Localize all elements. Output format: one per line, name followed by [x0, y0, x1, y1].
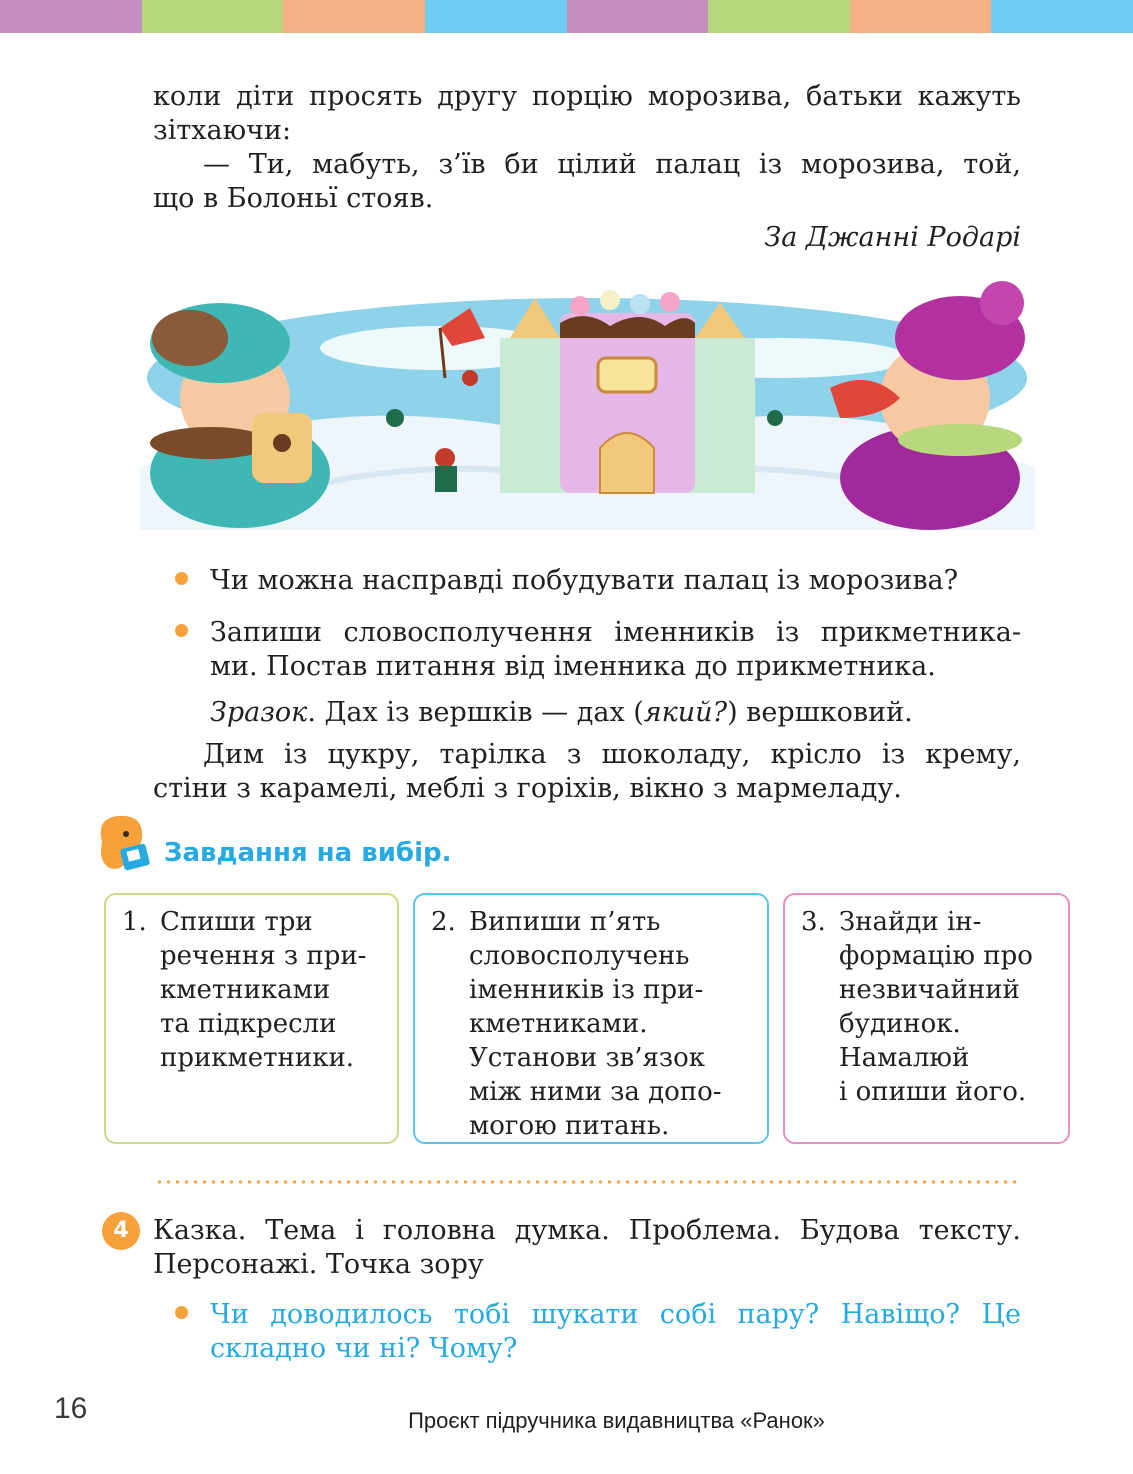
story-line-4: що в Болоньї стояв.: [153, 183, 434, 214]
stripe: [850, 0, 992, 33]
bullet-text-line-2: ми. Постав питання від іменника до прикметника.: [210, 651, 936, 682]
choice-heading: Завдання на вибір.: [164, 838, 452, 868]
example-text-1: . Дах із вершків — дах (: [307, 697, 644, 728]
step4-topic-line-1: Казка. Тема і головна думка. Проблема. Будова тексту.: [153, 1215, 1021, 1246]
step4-topic-line-2: Персонажі. Точка зору: [153, 1249, 484, 1280]
bullet-dot-icon: [175, 572, 188, 585]
step-number-badge: 4: [102, 1212, 140, 1250]
stripe: [425, 0, 567, 33]
task-text: Знайди ін- формацію про незвичайний будинок. Намалюй і опиши його.: [839, 907, 1033, 1107]
stripe: [708, 0, 850, 33]
question-line-1: Чи доводилось тобі шукати собі пару? Навіщо? Це: [210, 1299, 1021, 1330]
bullet-dot-icon: [175, 624, 188, 637]
task-box-3: [783, 893, 1070, 1144]
task-text: Випиши п’ять словосполучень іменників із при- кметниками. Установи зв’язок між ними за допо- могою питань.: [469, 907, 722, 1141]
task-number: 3.: [801, 907, 826, 937]
mascot-book-icon: [92, 812, 154, 878]
story-line-1: коли діти просять другу порцію морозива, батьки кажуть: [153, 81, 1021, 112]
stripe: [0, 0, 142, 33]
question-line-2: складно чи ні? Чому?: [210, 1333, 518, 1364]
bullet-task-2: [175, 616, 1021, 684]
page-number: 16: [54, 1392, 88, 1425]
story-line-3: — Ти, мабуть, з’їв би цілий палац із морозива, той,: [203, 149, 1021, 180]
bullet-question-1: [175, 564, 1021, 598]
example-text-2: ) вершковий.: [727, 697, 913, 728]
stripe: [567, 0, 709, 33]
task-number: 1.: [122, 907, 147, 937]
bullet-dot-icon: [175, 1306, 188, 1319]
task-box-1: [104, 893, 399, 1144]
example-line: [210, 696, 1021, 730]
bullet-text: Чи можна насправді побудувати палац із морозива?: [210, 565, 959, 596]
task-text: Спиши три речення з при- кметниками та підкресли прикметники.: [160, 907, 367, 1073]
task-number: 2.: [431, 907, 456, 937]
phrases-line-2: стіни з карамелі, меблі з горіхів, вікно з мармеладу.: [153, 773, 902, 804]
example-question: який?: [643, 697, 728, 728]
footer-note: Проєкт підручника видавництва «Ранок»: [408, 1408, 825, 1433]
story-author: За Джанні Родарі: [764, 222, 1021, 253]
stripe: [142, 0, 284, 33]
ice-cream-palace-illustration: [140, 268, 1035, 530]
stripe: [991, 0, 1133, 33]
phrases-line-1: Дим із цукру, тарілка з шоколаду, крісло із крему,: [203, 739, 1021, 770]
bullet-question-pair: [175, 1298, 1021, 1366]
stripe: [283, 0, 425, 33]
task-box-2: [413, 893, 769, 1144]
example-label: Зразок: [210, 697, 308, 728]
dotted-divider: [155, 1180, 1021, 1184]
bullet-text-line-1: Запиши словосполучення іменників із прикметника-: [210, 617, 1021, 648]
top-color-stripes: [0, 0, 1133, 33]
story-line-2: зітхаючи:: [153, 115, 292, 146]
